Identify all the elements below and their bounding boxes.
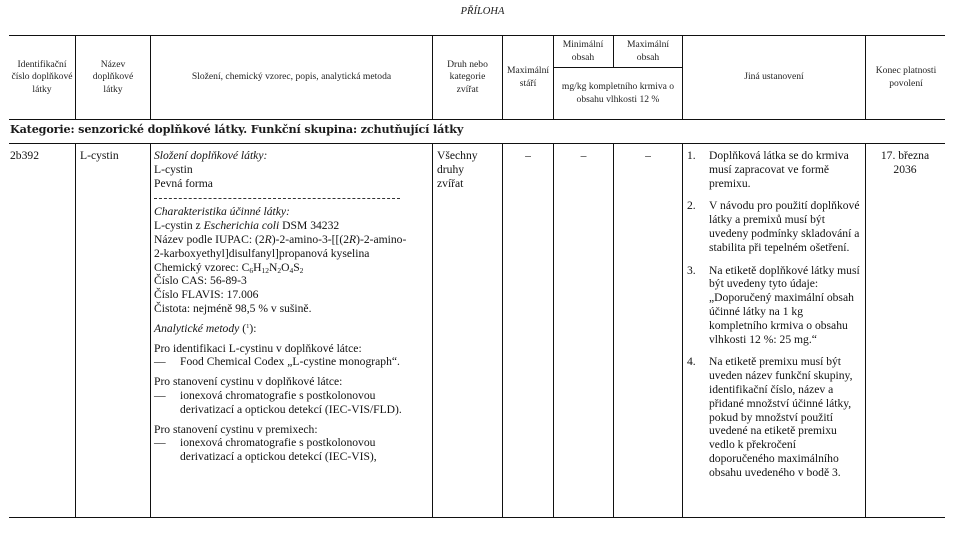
body-col-divider — [865, 143, 866, 517]
cell-name: L-cystin — [80, 149, 119, 162]
method3-title: Pro stanovení cystinu v premixech: — [154, 422, 318, 436]
method2-item — [154, 389, 429, 417]
footnote-ref[interactable]: 1 — [246, 322, 250, 330]
composition-substance: L-cystin — [154, 162, 193, 176]
formula-element: H — [253, 260, 262, 274]
cell-max-age: – — [525, 149, 531, 162]
dash-bullet: — — [154, 436, 166, 450]
provision-number: 1. — [687, 149, 696, 162]
header-max-age: Maximální stáří — [506, 65, 550, 89]
header-col-divider — [613, 35, 614, 67]
method2-text-line2: derivatizací a optickou detekcí (IEC-VIS/FLD). — [180, 402, 402, 416]
source-organism: Escherichia coli — [203, 219, 280, 233]
provision-text: V návodu pro použití doplňkové látky a premixů musí být uvedeny podmínky skladování a stabilita při tepelném ošetření. — [709, 199, 860, 254]
provision-number: 3. — [687, 263, 696, 277]
body-col-divider — [150, 143, 151, 517]
iupac-part: R — [349, 232, 357, 246]
cell-min-content: – — [580, 149, 587, 162]
formula-count: 2 — [299, 265, 304, 275]
cell-id: 2b392 — [10, 149, 39, 162]
method2-text-line1: ionexová chromatografie s postkolonovou — [180, 388, 376, 402]
methods-heading-line — [154, 322, 429, 336]
header-col-divider — [432, 35, 433, 119]
header-col-divider — [865, 35, 866, 119]
method3-text-line1: ionexová chromatografie s postkolonovou — [180, 436, 376, 450]
header-species: Druh nebo kategorie zvířat — [447, 58, 488, 95]
cell-species: Všechny druhy zvířat — [437, 149, 478, 190]
iupac-part: Název podle IUPAC: (2 — [154, 232, 265, 246]
provision-item — [687, 264, 863, 347]
dash-bullet: — — [154, 388, 166, 402]
source-strain: DSM 34232 — [279, 219, 340, 233]
source-prefix: L-cystin z — [154, 219, 204, 233]
header-min-content: Minimální obsah — [562, 39, 604, 63]
footnote-paren: ): — [249, 321, 257, 335]
characteristics-heading: Charakteristika účinné látky: — [154, 205, 290, 219]
iupac-line-2: 2-karboxyethyl]disulfanyl]propanová kyselina — [154, 246, 370, 260]
header-col-divider — [553, 35, 554, 119]
method1-text: Food Chemical Codex „L-cystine monograph“. — [180, 355, 400, 369]
header-id: Identifikační číslo doplňkové látky — [11, 58, 73, 95]
cas-number: Číslo CAS: 56-89-3 — [154, 274, 247, 288]
cell-other-provisions — [687, 149, 863, 489]
body-col-divider — [502, 143, 503, 517]
method2-title: Pro stanovení cystinu v doplňkové látce: — [154, 375, 343, 389]
provision-item — [687, 149, 863, 190]
formula-element: N — [268, 260, 278, 274]
footnote-paren: ( — [239, 321, 247, 335]
provision-text: Na etiketě premixu musí být uveden název funkční skupiny, identifikační číslo, název a přidané množství účinné látky, pokud by množství použití uvedené na etiketě premixu vedlo k překročení doporučeného maximálního obsahu uvedeného v bodě 3. — [709, 355, 853, 479]
composition-form: Pevná forma — [154, 176, 213, 190]
provision-text: Na etiketě doplňkové látky musí být uvedeny tyto údaje: „Doporučený maximální obsah účinné látky na 1 kg kompletního krmiva o obsahu vlhkosti 12 %: 25 mg.“ — [709, 263, 860, 346]
formula-element: C — [241, 260, 250, 274]
iupac-part: )-2-amino- — [356, 232, 407, 246]
iupac-part: )-2-amino-3-[[(2 — [271, 232, 350, 246]
header-composition: Složení, chemický vzorec, popis, analytická metoda — [191, 71, 392, 83]
cell-max-content: – — [645, 149, 651, 162]
purity: Čistota: nejméně 98,5 % v sušině. — [154, 301, 312, 315]
method1-title: Pro identifikaci L-cystinu v doplňkové látce: — [154, 341, 362, 355]
dash-bullet: — — [154, 355, 166, 369]
category-row: Kategorie: senzorické doplňkové látky. Funkční skupina: zchutňující látky — [10, 122, 464, 136]
header-bottom-rule — [9, 119, 945, 120]
method2-text — [180, 389, 402, 417]
body-col-divider — [432, 143, 433, 517]
header-expiry: Konec platnosti povolení — [875, 65, 937, 89]
formula-count: 6 — [249, 265, 254, 275]
header-col-divider — [75, 35, 76, 119]
provision-text: Doplňková látka se do krmiva musí zapracovat ve formě premixu. — [709, 149, 849, 190]
header-name: Název doplňkové látky — [92, 58, 134, 95]
body-col-divider — [75, 143, 76, 517]
formula-element: O — [281, 260, 290, 274]
formula-count: 4 — [289, 265, 294, 275]
provision-item — [687, 199, 863, 254]
iupac-line — [154, 233, 429, 247]
dashed-separator — [154, 198, 400, 199]
cell-composition — [154, 149, 429, 464]
method3-text — [180, 436, 377, 464]
iupac-part: R — [264, 232, 272, 246]
formula-count: 12 — [261, 265, 269, 275]
source-line — [154, 219, 429, 233]
method1-item — [154, 355, 429, 369]
provision-number: 2. — [687, 199, 696, 213]
cell-expiry: 17. března 2036 — [880, 149, 930, 176]
body-col-divider — [682, 143, 683, 517]
method3-item — [154, 436, 429, 464]
flavis-number: Číslo FLAVIS: 17.006 — [154, 288, 259, 302]
header-other-provisions: Jiná ustanovení — [744, 71, 804, 83]
annex-title: PŘÍLOHA — [460, 6, 505, 17]
body-col-divider — [613, 143, 614, 517]
formula-label: Chemický vzorec: — [154, 260, 242, 274]
composition-heading: Složení doplňkové látky: — [154, 149, 268, 162]
provision-item — [687, 355, 863, 479]
header-unit: mg/kg kompletního krmiva o obsahu vlhkosti 12 % — [561, 81, 675, 105]
method3-text-line2: derivatizací a optickou detekcí (IEC-VIS), — [180, 450, 377, 464]
formula-element: S — [293, 260, 300, 274]
formula-line — [154, 261, 429, 275]
header-max-content: Maximální obsah — [626, 39, 670, 63]
methods-heading: Analytické metody — [154, 321, 240, 335]
body-col-divider — [553, 143, 554, 517]
provision-number: 4. — [687, 355, 696, 369]
formula-count: 2 — [277, 265, 282, 275]
table-bottom-rule — [9, 517, 945, 518]
